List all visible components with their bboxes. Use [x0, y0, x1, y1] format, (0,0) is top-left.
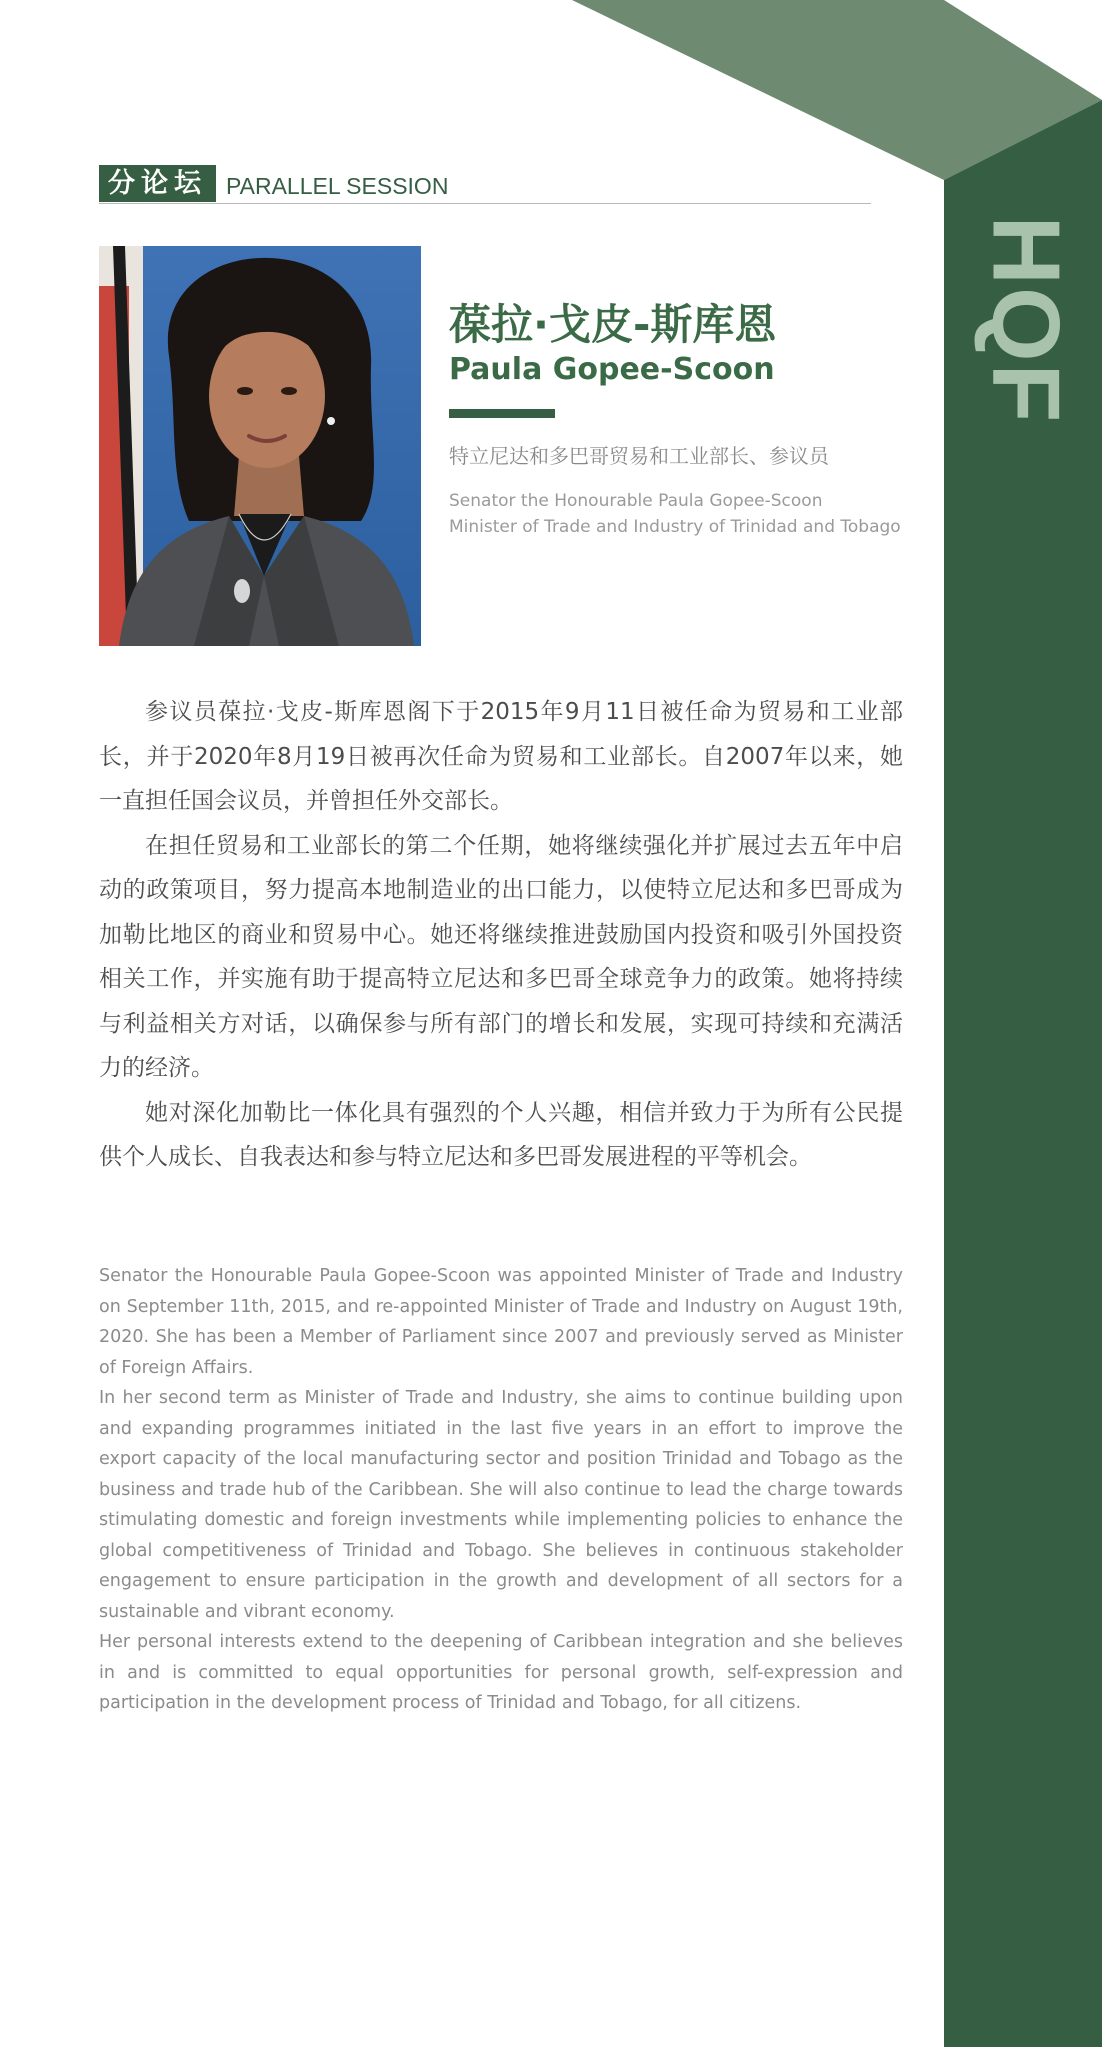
hqf-logo [945, 190, 1102, 450]
biography-cn [99, 690, 903, 1180]
speaker-title-en-line1: Senator the Honourable Paula Gopee-Scoon [449, 491, 823, 511]
speaker-title-cn: 特立尼达和多巴哥贸易和工业部长、参议员 [449, 444, 829, 468]
bio-en-paragraph: Senator the Honourable Paula Gopee-Scoon was appointed Minister of Trade and Industry on September 11th, 2015, and re-appointed Minister of Trade and Industry on August 19th, 2020. She has been a Member of Parliament since 2007 and previously served as Minister of Foreign Affairs. [99, 1266, 903, 1378]
bio-cn-paragraph: 在担任贸易和工业部长的第二个任期，她将继续强化并扩展过去五年中启动的政策项目，努力提高本地制造业的出口能力，以使特立尼达和多巴哥成为加勒比地区的商业和贸易中心。她还将继续推进鼓励国内投资和吸引外国投资相关工作，并实施有助于提高特立尼达和多巴哥全球竞争力的政策。她将持续与利益相关方对话，以确保参与所有部门的增长和发展，实现可持续和充满活力的经济。 [99, 832, 903, 1081]
speaker-title-en-line2: Minister of Trade and Industry of Trinidad and Tobago [449, 517, 901, 537]
name-underline [449, 409, 555, 418]
section-badge-cn: 分论坛 [99, 165, 216, 202]
section-header [99, 165, 871, 204]
bio-en-paragraph: Her personal interests extend to the deepening of Caribbean integration and she believes in and is committed to equal opportunities for personal growth, self-expression and participation in the development process of Trinidad and Tobago, for all citizens. [99, 1632, 903, 1713]
bio-cn-paragraph: 参议员葆拉·戈皮-斯库恩阁下于2015年9月11日被任命为贸易和工业部长，并于2020年8月19日被再次任命为贸易和工业部长。自2007年以来，她一直担任国会议员，并曾担任外交部长。 [99, 699, 903, 814]
section-label-en: PARALLEL SESSION [226, 173, 449, 199]
biography-en [99, 1261, 903, 1719]
bio-en-paragraph: In her second term as Minister of Trade and Industry, she aims to continue building upon and expanding programmes initiated in the last five years in an effort to improve the export capacity of the local manufacturing sector and position Trinidad and Tobago as the business and trade hub of the Caribbean. She will also continue to lead the charge towards stimulating domestic and foreign investments while implementing policies to enhance the global competitiveness of Trinidad and Tobago. She believes in continuous stakeholder engagement to ensure participation in the growth and development of all sectors for a sustainable and vibrant economy. [99, 1388, 903, 1622]
speaker-portrait [99, 246, 421, 646]
speaker-name-cn: 葆拉·戈皮-斯库恩 [449, 300, 777, 349]
hqf-logo-text: HQF [972, 215, 1080, 425]
bio-cn-paragraph: 她对深化加勒比一体化具有强烈的个人兴趣，相信并致力于为所有公民提供个人成长、自我表达和参与特立尼达和多巴哥发展进程的平等机会。 [99, 1099, 903, 1170]
speaker-name-en: Paula Gopee-Scoon [449, 352, 775, 387]
speaker-title-en [449, 488, 901, 540]
